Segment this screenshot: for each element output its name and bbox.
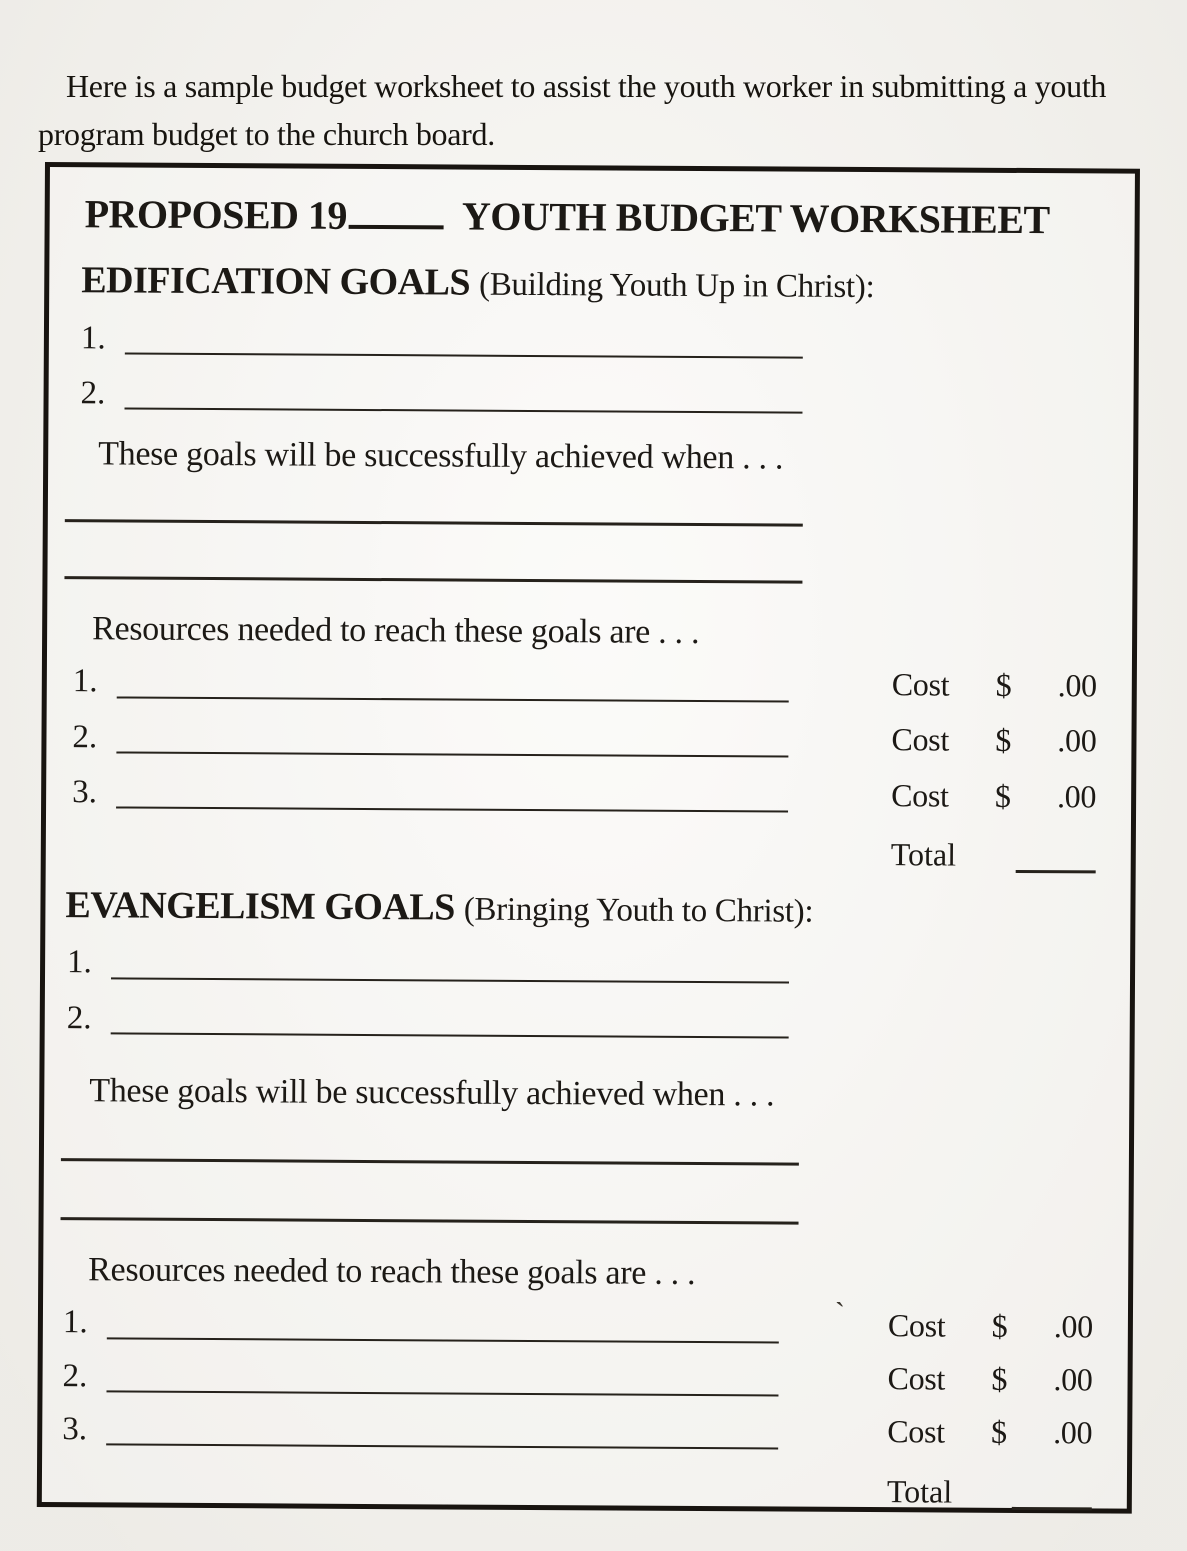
dollar-sign: $ [995, 666, 1012, 704]
resource-blank-line [117, 696, 789, 702]
resource-row [62, 1356, 1092, 1404]
goal-row [67, 998, 1095, 1046]
title-prefix: PROPOSED 19 [84, 191, 348, 238]
goal-blank-line [111, 977, 789, 983]
goal-blank-line [111, 1032, 789, 1038]
resource-row [72, 772, 1096, 820]
cents-value: .00 [1057, 722, 1097, 759]
achieved-prompt: These goals will be successfully achieved when . . . [89, 1072, 775, 1114]
resource-row [72, 717, 1096, 765]
scan-artifact-mark: ` [834, 1296, 846, 1330]
cents-value: .00 [1057, 667, 1097, 704]
resource-row [62, 1296, 1094, 1350]
worksheet-title [85, 189, 1100, 244]
section-evangelism-goals [62, 883, 1096, 1514]
resource-row [62, 1409, 1092, 1457]
section-heading-note: (Building Youth Up in Christ): [478, 266, 875, 306]
resource-number: 1. [62, 1304, 88, 1341]
resource-blank-line [107, 1337, 779, 1343]
dollar-sign: $ [991, 1307, 1008, 1344]
answer-blank-line [61, 1158, 799, 1166]
goal-blank-line [124, 408, 802, 414]
cost-group [891, 720, 1096, 763]
goal-number: 1. [67, 944, 92, 981]
cost-label: Cost [891, 776, 949, 814]
total-label: Total [886, 1473, 953, 1510]
cents-value: .00 [1056, 777, 1097, 815]
title-suffix: YOUTH BUDGET WORKSHEET [461, 193, 1050, 243]
year-blank-line [349, 191, 444, 230]
goal-number: 1. [80, 319, 106, 356]
goal-blank-line [125, 352, 803, 358]
answer-blank-line [64, 576, 802, 584]
cost-group [887, 1412, 1092, 1455]
resource-row [73, 662, 1097, 710]
cost-label: Cost [891, 666, 950, 703]
achieved-prompt: These goals will be successfully achieved when . . . [98, 435, 784, 477]
section-heading-text: EVANGELISM GOALS [65, 883, 455, 929]
dollar-sign: $ [990, 1414, 1007, 1451]
intro-paragraph: Here is a sample budget worksheet to assist the youth worker in submitting a youth program budget to the church board. [38, 68, 1107, 152]
worksheet-box [37, 162, 1140, 1514]
resource-number: 3. [72, 774, 98, 811]
cents-value: .00 [1053, 1308, 1094, 1345]
total-label: Total [890, 836, 957, 873]
answer-blank-line [61, 1217, 799, 1225]
resource-blank-line [106, 1443, 778, 1449]
goal-number: 2. [66, 999, 92, 1036]
dollar-sign: $ [995, 722, 1012, 759]
section-heading-note: (Bringing Youth to Christ): [463, 891, 814, 930]
cost-label: Cost [891, 721, 950, 758]
cents-value: .00 [1053, 1361, 1093, 1398]
cost-label: Cost [887, 1360, 946, 1397]
resource-number: 3. [62, 1410, 88, 1448]
cost-label: Cost [887, 1413, 945, 1450]
resource-number: 2. [62, 1357, 88, 1394]
resource-number: 2. [72, 718, 98, 756]
cost-group [888, 1305, 1093, 1348]
total-blank-line [1016, 870, 1096, 873]
resource-blank-line [116, 807, 788, 813]
resources-prompt: Resources needed to reach these goals are . . . [88, 1251, 696, 1293]
cost-group [892, 664, 1097, 707]
cost-group [887, 1358, 1092, 1401]
dollar-sign: $ [994, 777, 1011, 814]
goal-number: 2. [80, 375, 106, 412]
section-heading [65, 883, 1095, 935]
resource-blank-line [116, 751, 788, 757]
cost-label: Cost [887, 1307, 946, 1344]
total-blank-line [1012, 1507, 1092, 1510]
goal-row [67, 943, 1095, 991]
section-heading-text: EDIFICATION GOALS [81, 259, 471, 304]
section-heading [81, 258, 1099, 310]
total-row [887, 1471, 1092, 1514]
cents-value: .00 [1053, 1414, 1093, 1451]
total-row [891, 834, 1096, 877]
goal-row [81, 318, 1099, 365]
goal-row [80, 373, 1098, 420]
cost-group [891, 775, 1096, 818]
section-edification-goals [66, 258, 1100, 877]
resource-blank-line [106, 1390, 778, 1396]
dollar-sign: $ [991, 1360, 1008, 1398]
resource-number: 1. [72, 663, 98, 700]
answer-blank-line [65, 519, 803, 527]
resources-prompt: Resources needed to reach these goals are . . . [92, 610, 700, 652]
